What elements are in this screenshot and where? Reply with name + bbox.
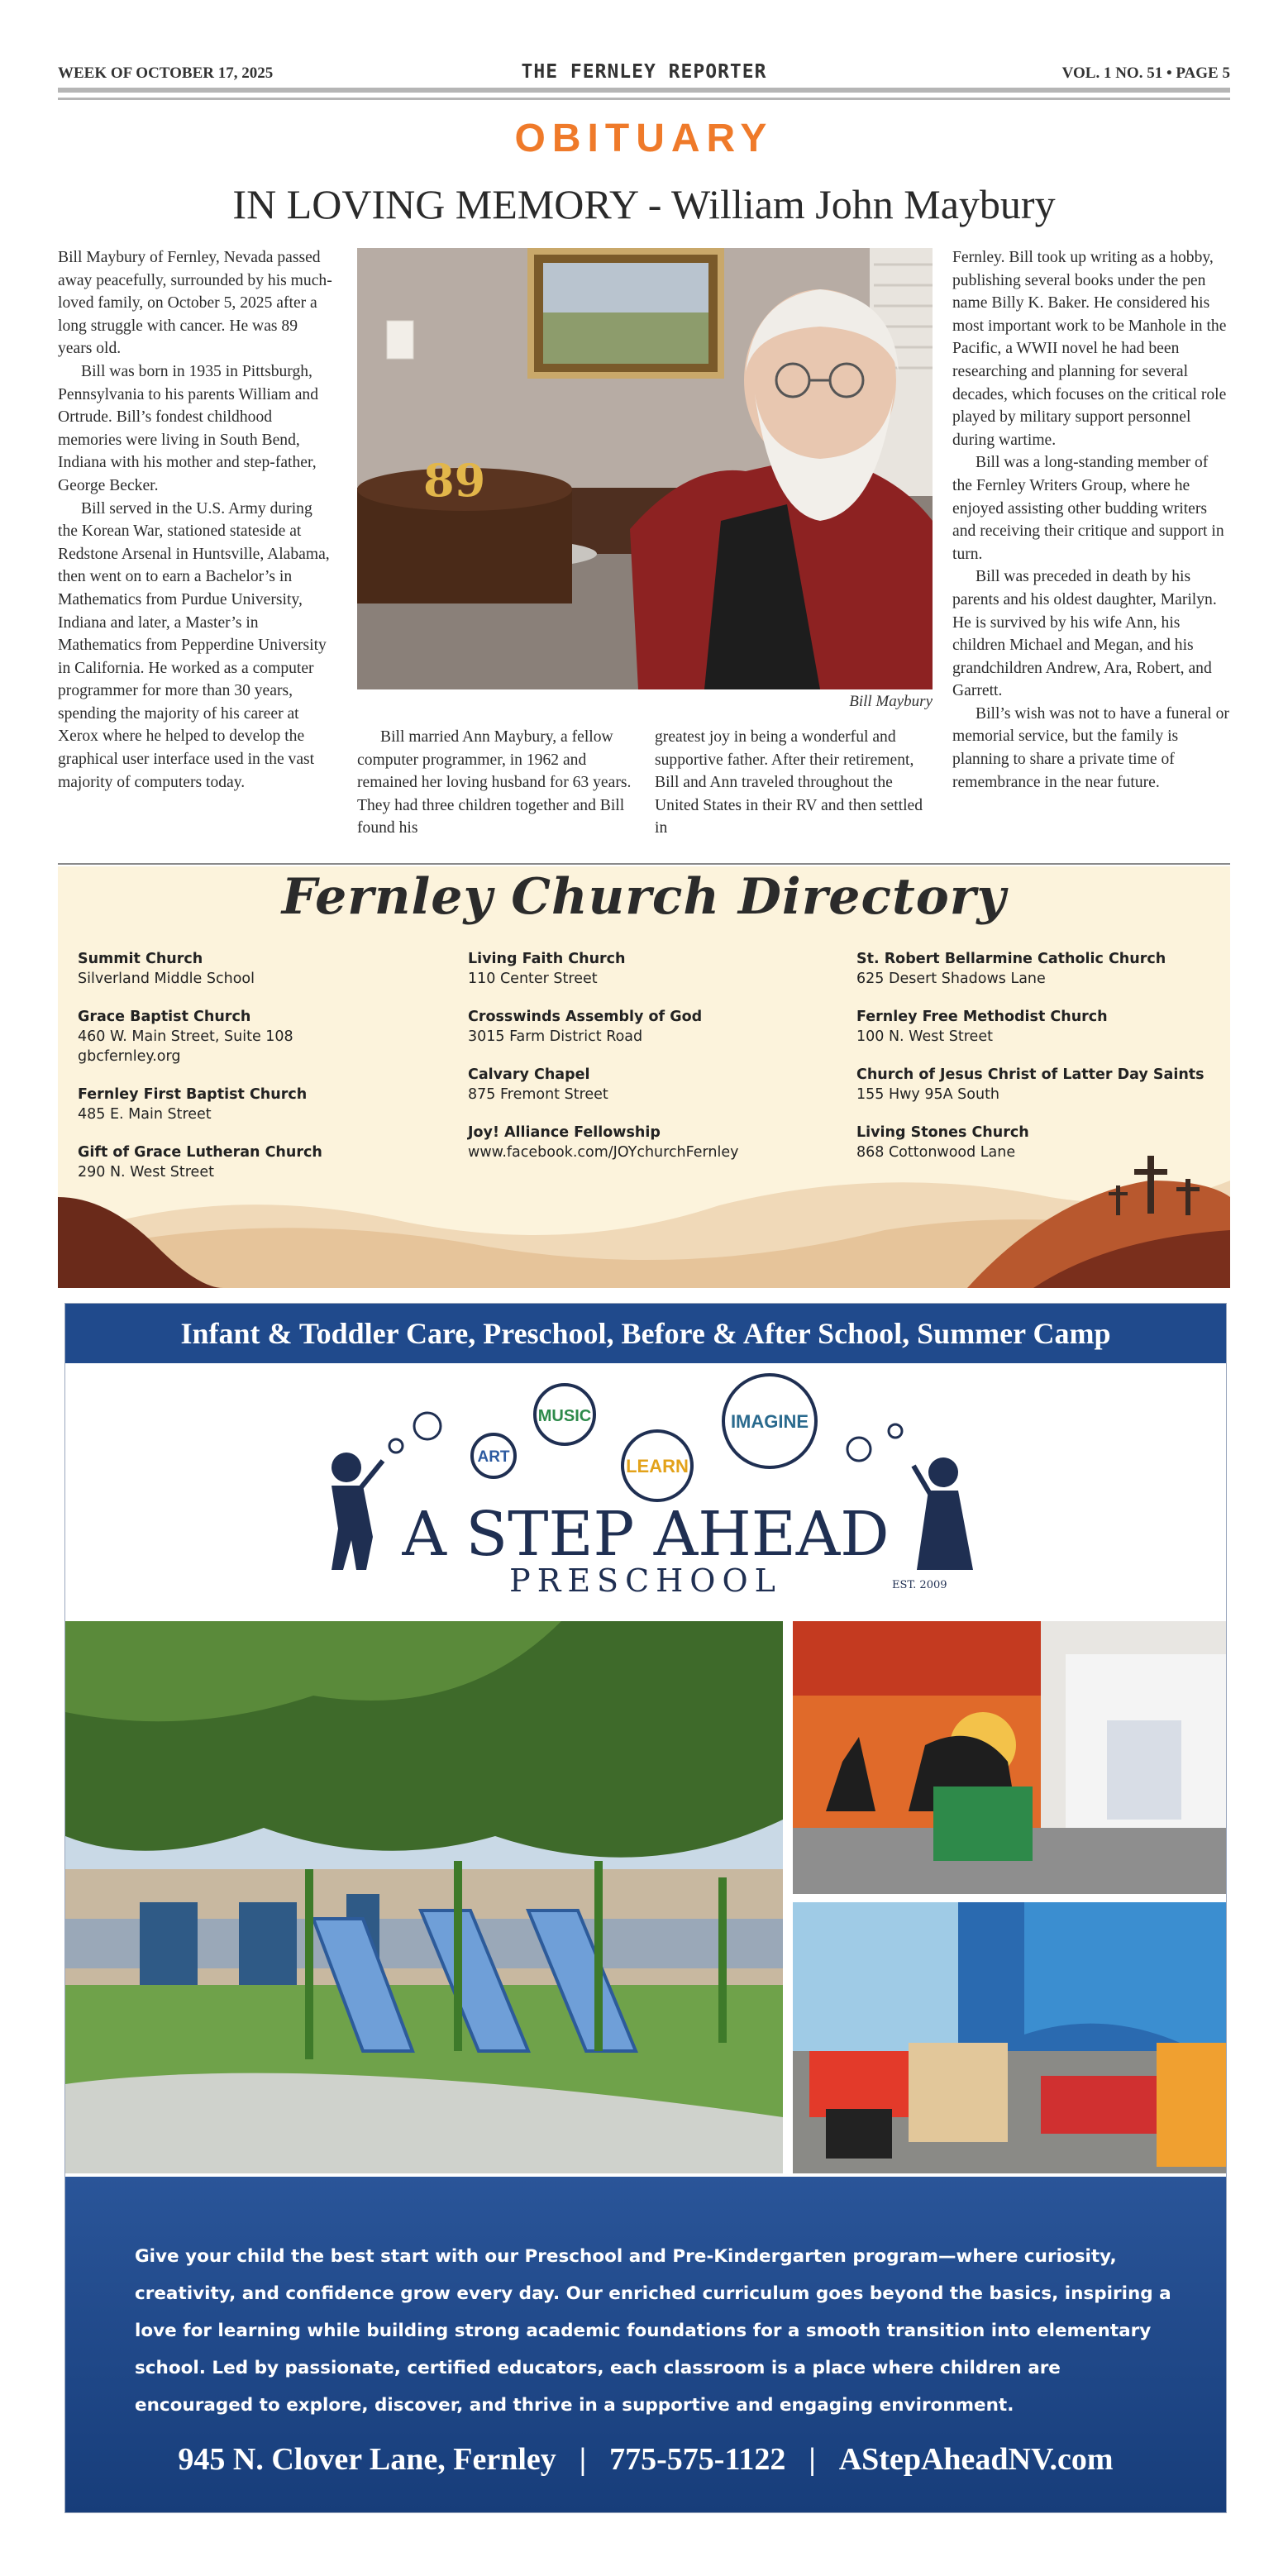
- bubble-music: MUSIC: [537, 1407, 592, 1425]
- ad-website[interactable]: AStepAheadNV.com: [838, 2442, 1114, 2477]
- church-address: 875 Fremont Street: [468, 1086, 608, 1103]
- church-address: Silverland Middle School: [78, 971, 255, 987]
- paragraph: greatest joy in being a wonderful and supportive father. After their retirement, Bill and Ann traveled throughout the United States in their RV and then settled in: [655, 728, 923, 837]
- church-address: 3015 Farm District Road: [468, 1028, 643, 1045]
- church-address: 100 N. West Street: [856, 1028, 993, 1045]
- portrait-illustration: [357, 248, 933, 689]
- church-address: 868 Cottonwood Lane: [856, 1144, 1016, 1161]
- church-address: 290 N. West Street: [78, 1164, 214, 1181]
- paragraph: Fernley. Bill took up writing as a hobby, publishing several books under the pen name Billy K. Baker. He considered his most important work to be Manhole in the Pacific, a WWII novel he had been researching and planning for several decades, which focuses on the critical role played by military support personnel during wartime.: [952, 249, 1227, 449]
- obituary-column-3: [952, 246, 1230, 794]
- header-rule-thin: [58, 98, 1230, 100]
- separator: |: [809, 2442, 816, 2477]
- playground-photo: [65, 1621, 783, 2173]
- church-directory: [58, 866, 1230, 1288]
- church-website[interactable]: www.facebook.com/JOYchurchFernley: [468, 1144, 739, 1161]
- header-rule: [58, 88, 1230, 93]
- ad-contact-line: [65, 2441, 1226, 2478]
- ad-body-text: Give your child the best start with our Preschool and Pre-Kindergarten program—where curiosity, creativity, and confidence grow every day. Our enriched curriculum goes beyond the basics, inspiring a love for learning while building strong academic foundations for a smooth transition into elementary school. Led by passionate, certified educators, each classroom is a place where children are encouraged to explore, discover, and thrive in a supportive and engaging environment.: [135, 2246, 1171, 2416]
- logo-name: A STEP AHEAD: [402, 1499, 890, 1570]
- church-name: Gift of Grace Lutheran Church: [78, 1144, 322, 1161]
- paragraph: Bill was a long-standing member of the Fernley Writers Group, where he enjoyed assisting other budding writers and receiving their critique and support in turn.: [952, 454, 1224, 563]
- paragraph: Bill served in the U.S. Army during the Korean War, stationed stateside at Redstone Arsenal in Huntsville, Alabama, then went on to earn a Bachelor’s in Mathematics from Purdue University, Indiana and later, a Master’s in Mathematics from Pepperdine University in California. He worked as a computer programmer for more than 30 years, spending the majority of his career at Xerox where he helped to develop the graphical user interface used in the vast majority of computers today.: [58, 499, 330, 791]
- church-address: 155 Hwy 95A South: [856, 1086, 1000, 1103]
- directory-title: Fernley Church Directory: [281, 868, 1007, 926]
- classroom-photo-2: [793, 1902, 1226, 2173]
- church-name: Crosswinds Assembly of God: [468, 1009, 703, 1025]
- obituary-headline: IN LOVING MEMORY - William John Maybury: [232, 181, 1056, 227]
- paragraph: Bill was born in 1935 in Pittsburgh, Pennsylvania to his parents William and Ortrude. Bill’s fondest childhood memories were living in South Bend, Indiana with his mother and step-father, George Becker.: [58, 362, 319, 494]
- church-name: Grace Baptist Church: [78, 1009, 251, 1025]
- svg-text:89: 89: [423, 454, 486, 507]
- issue-date: WEEK OF OCTOBER 17, 2025: [58, 64, 274, 82]
- paragraph: Bill was preceded in death by his parents and his oldest daughter, Marilyn. He is survived by his wife Ann, his children Michael and Megan, and his grandchildren Andrew, Ara, Robert, and Garrett.: [952, 568, 1217, 700]
- photo-caption: Bill Maybury: [849, 693, 933, 710]
- church-name: Fernley First Baptist Church: [78, 1086, 308, 1103]
- ad-address: 945 N. Clover Lane, Fernley: [178, 2442, 556, 2477]
- church-name: Living Faith Church: [468, 951, 626, 967]
- logo-est: EST. 2009: [892, 1579, 947, 1591]
- obituary-column-2b: [655, 726, 933, 840]
- bubble-imagine: IMAGINE: [730, 1411, 809, 1432]
- section-divider: [58, 863, 1230, 865]
- obituary-column-1: [58, 246, 336, 794]
- church-name: Living Stones Church: [856, 1124, 1029, 1141]
- directory-column-3: [856, 949, 1220, 1162]
- obituary-column-2a: [357, 726, 635, 840]
- directory-column-2: [468, 949, 832, 1162]
- church-name: Joy! Alliance Fellowship: [468, 1124, 661, 1141]
- ad-phone[interactable]: 775-575-1122: [609, 2442, 786, 2477]
- church-address: 625 Desert Shadows Lane: [856, 971, 1046, 987]
- page-header: [58, 61, 1230, 86]
- preschool-advertisement: [64, 1303, 1227, 2513]
- desert-hills-illustration: [58, 1147, 1230, 1288]
- newspaper-name: THE FERNLEY REPORTER: [521, 61, 767, 83]
- church-name: St. Robert Bellarmine Catholic Church: [856, 951, 1166, 967]
- ad-banner: Infant & Toddler Care, Preschool, Before & After School, Summer Camp: [65, 1304, 1226, 1363]
- bubble-art: ART: [477, 1448, 510, 1466]
- preschool-logo: [65, 1363, 1226, 1611]
- church-address: 110 Center Street: [468, 971, 598, 987]
- paragraph: Bill’s wish was not to have a funeral or memorial service, but the family is planning to share a private time of remembrance in the near future.: [952, 704, 1229, 791]
- classroom-photo-1: [793, 1621, 1226, 1894]
- church-name: Fernley Free Methodist Church: [856, 1009, 1108, 1025]
- bubble-learn: LEARN: [626, 1456, 689, 1476]
- portrait-photo: [357, 248, 933, 689]
- church-name: Church of Jesus Christ of Latter Day Saints: [856, 1066, 1205, 1083]
- section-kicker: OBITUARY: [514, 117, 774, 160]
- church-address: 460 W. Main Street, Suite 108: [78, 1028, 293, 1045]
- church-name: Calvary Chapel: [468, 1066, 590, 1083]
- separator: |: [579, 2442, 587, 2477]
- church-address: 485 E. Main Street: [78, 1106, 212, 1123]
- church-name: Summit Church: [78, 951, 203, 967]
- paragraph: Bill married Ann Maybury, a fellow computer programmer, in 1962 and remained her loving husband for 63 years. They had three children together and Bill found his: [357, 728, 632, 837]
- issue-info: VOL. 1 NO. 51 • PAGE 5: [1061, 64, 1230, 82]
- paragraph: Bill Maybury of Fernley, Nevada passed away peacefully, surrounded by his much-loved family, on October 5, 2025 after a long struggle with cancer. He was 89 years old.: [58, 249, 332, 358]
- church-website[interactable]: gbcfernley.org: [78, 1048, 181, 1065]
- logo-sub: PRESCHOOL: [509, 1562, 782, 1599]
